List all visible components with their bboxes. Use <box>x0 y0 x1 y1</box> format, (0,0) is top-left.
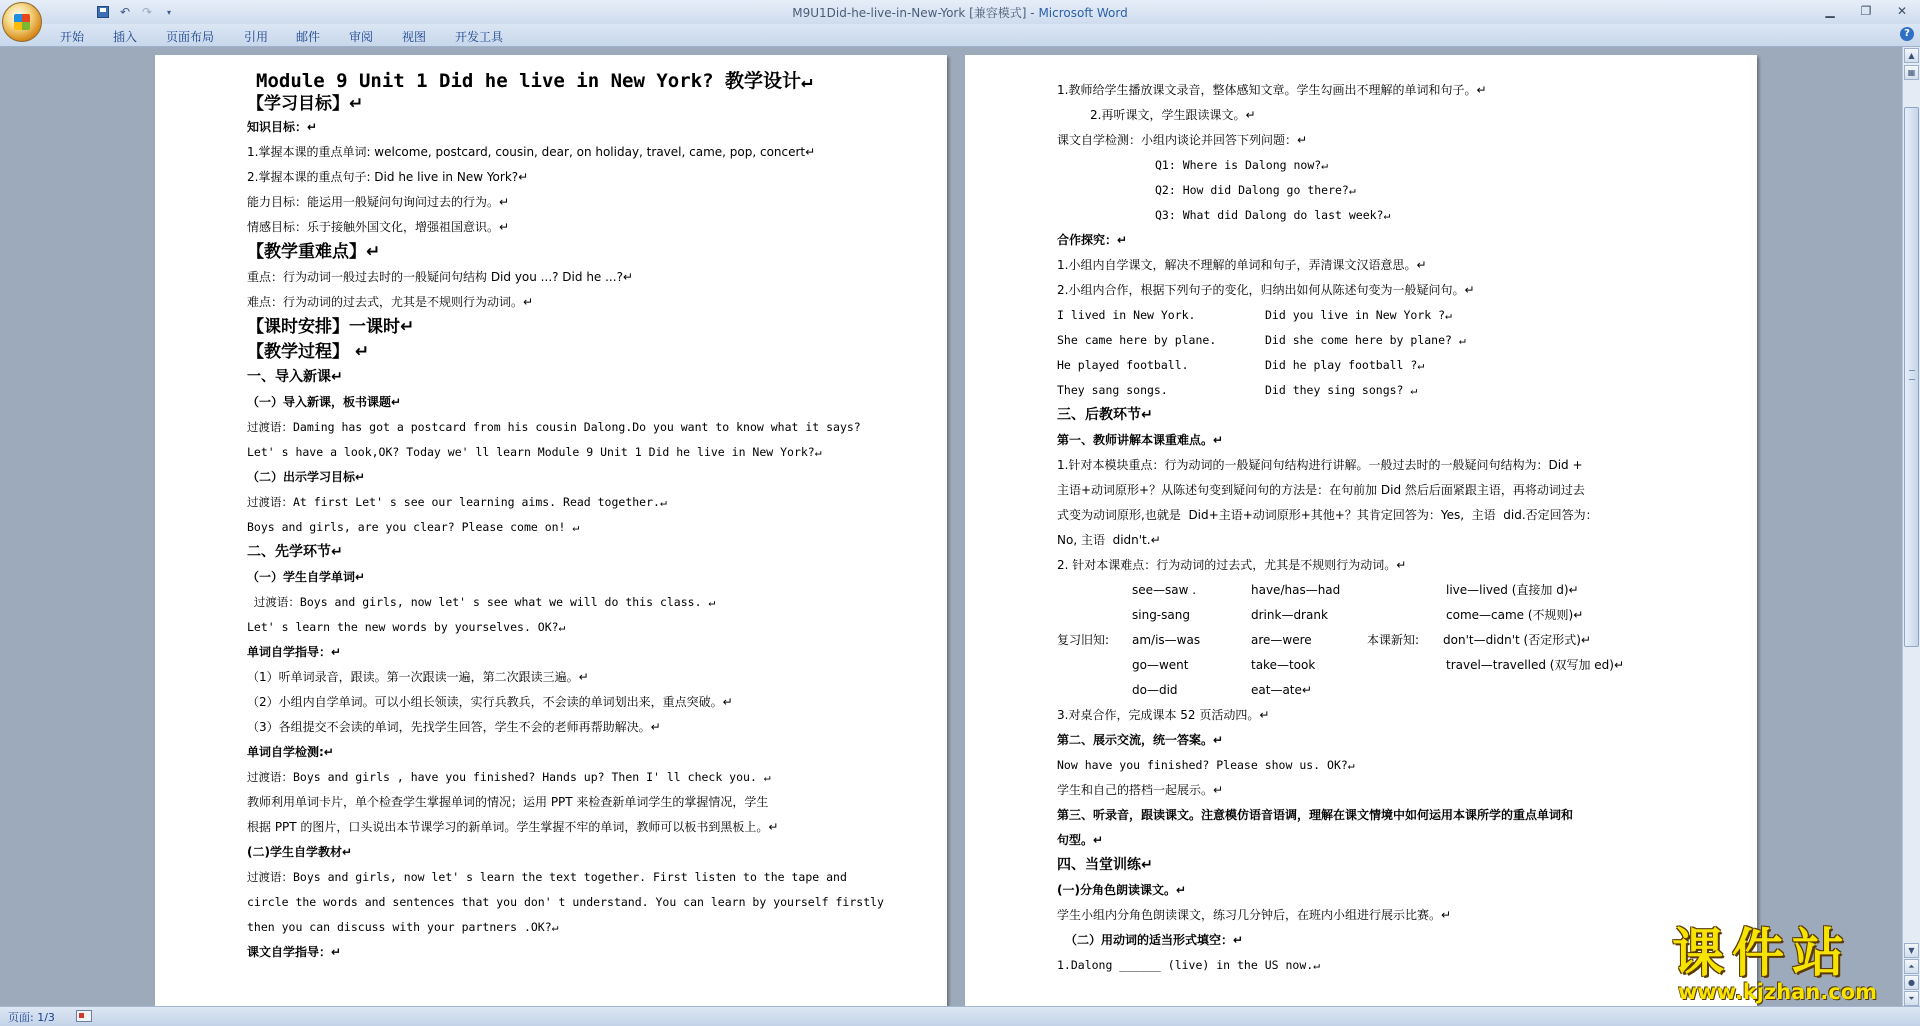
verb-pair: eat—ate↵ <box>1251 683 1312 697</box>
subheading: 句型。↵ <box>1057 833 1104 847</box>
label: 本课新知: <box>1367 633 1420 647</box>
document-title: M9U1Did-he-live-in-New-York [兼容模式] - <box>792 6 1039 20</box>
paragraph: 情感目标：乐于接触外国文化，增强祖国意识。↵ <box>247 220 510 234</box>
subheading: 知识目标：↵ <box>247 120 318 134</box>
paragraph: 教师利用单词卡片，单个检查学生掌握单词的情况；运用 PPT 来检查新单词学生的掌握情况，学生 <box>247 795 769 809</box>
paragraph: Let' s learn the new words by yourselves. OK?↵ <box>247 620 566 634</box>
paragraph: 2. 针对本课难点：行为动词的过去式，尤其是不规则行为动词。↵ <box>1057 558 1407 572</box>
subheading: 三、后教环节↵ <box>1057 407 1153 423</box>
paragraph: 过渡语：At first Let' s see our learning aims. Read together.↵ <box>247 495 667 509</box>
proofing-icon[interactable] <box>76 1010 92 1022</box>
paragraph: 重点：行为动词一般过去时的一般疑问句结构 Did you ...? Did he ...?↵ <box>247 270 633 284</box>
example-statement: He played football. <box>1057 358 1189 372</box>
paragraph: 学生和自己的搭档一起展示。↵ <box>1057 783 1224 797</box>
paragraph: 2.再听课文，学生跟读课文。↵ <box>1090 108 1256 122</box>
tab-review[interactable]: 审阅 <box>349 30 374 44</box>
subheading: 单词自学检测:↵ <box>247 745 334 759</box>
verb-pair: go—went <box>1132 658 1189 672</box>
example-question: Did he play football ?↵ <box>1265 358 1425 372</box>
paragraph: Let' s have a look,OK? Today we' ll learn Module 9 Unit 1 Did he live in New York?↵ <box>247 445 822 459</box>
paragraph: Now have you finished? Please show us. OK?↵ <box>1057 758 1355 772</box>
scroll-up-icon[interactable]: ▲ <box>1904 48 1919 63</box>
tab-view[interactable]: 视图 <box>402 30 427 44</box>
subheading: （一）导入新课，板书课题↵ <box>247 395 402 409</box>
document-heading: Module 9 Unit 1 Did he live in New York? 教学设计↵ <box>256 70 813 92</box>
verb-pair: see—saw . <box>1132 583 1197 597</box>
verb-pair: am/is—was <box>1132 633 1201 647</box>
verb-pair: come—came (不规则)↵ <box>1446 608 1584 622</box>
paragraph: （2）小组内自学单词。可以小组长领读，实行兵教兵，不会读的单词划出来，重点突破。↵ <box>247 695 733 709</box>
document-page-2[interactable] <box>965 55 1757 1007</box>
paragraph: 3.对桌合作，完成课本 52 页活动四。↵ <box>1057 708 1270 722</box>
paragraph: 1.小组内自学课文，解决不理解的单词和句子，弄清课文汉语意思。↵ <box>1057 258 1427 272</box>
verb-pair: take—took <box>1251 658 1316 672</box>
document-area <box>0 47 1903 1007</box>
paragraph: 主语+动词原形+？从陈述句变到疑问句的方法是：在句前加 Did 然后后面紧跟主语，再将动词过去 <box>1057 483 1585 497</box>
example-statement: They sang songs. <box>1057 383 1168 397</box>
paragraph: 能力目标：能运用一般疑问句询问过去的行为。↵ <box>247 195 510 209</box>
minimize-icon[interactable]: ▁ <box>1825 4 1835 18</box>
tab-page-layout[interactable]: 页面布局 <box>166 30 215 44</box>
exercise-item: 1.Dalong ______ (live) in the US now.↵ <box>1057 958 1321 972</box>
paragraph: 学生小组内分角色朗读课文，练习几分钟后，在班内小组进行展示比赛。↵ <box>1057 908 1452 922</box>
paragraph: 1.教师给学生播放课文录音，整体感知文章。学生勾画出不理解的单词和句子。↵ <box>1057 83 1487 97</box>
paragraph: then you can discuss with your partners .OK?↵ <box>247 920 559 934</box>
status-bar <box>0 1006 1920 1026</box>
verb-pair: don't—didn't (否定形式)↵ <box>1443 633 1591 647</box>
paragraph: 课文自学检测：小组内谈论并回答下列问题：↵ <box>1057 133 1308 147</box>
verb-pair: live—lived (直接加 d)↵ <box>1446 583 1579 597</box>
subheading: （二）出示学习目标↵ <box>247 470 366 484</box>
subheading: 第三、听录音，跟读课文。注意模仿语音语调，理解在课文情境中如何运用本课所学的重点单词和 <box>1057 808 1574 822</box>
subheading: 第二、展示交流，统一答案。↵ <box>1057 733 1224 747</box>
tab-references[interactable]: 引用 <box>244 30 269 44</box>
question-item: Q1: Where is Dalong now?↵ <box>1155 158 1329 172</box>
paragraph: 1.针对本模块重点：行为动词的一般疑问句结构进行讲解。一般过去时的一般疑问句结构为：Did + <box>1057 458 1583 472</box>
paragraph: （1）听单词录音，跟读。第一次跟读一遍，第二次跟读三遍。↵ <box>247 670 589 684</box>
example-question: Did they sing songs? ↵ <box>1265 383 1418 397</box>
verb-pair: travel—travelled (双写加 ed)↵ <box>1446 658 1625 672</box>
tab-developer[interactable]: 开发工具 <box>455 30 504 44</box>
subheading: （一）学生自学单词↵ <box>247 570 366 584</box>
redo-icon[interactable]: ↷ <box>141 5 153 19</box>
subheading: 四、当堂训练↵ <box>1057 857 1153 873</box>
question-item: Q2: How did Dalong go there?↵ <box>1155 183 1356 197</box>
subheading: 一、导入新课↵ <box>247 369 343 385</box>
paragraph: 1.掌握本课的重点单词: welcome, postcard, cousin, dear, on holiday, travel, came, pop, concert↵ <box>247 145 816 159</box>
next-page-icon[interactable]: ⏷ <box>1904 991 1919 1006</box>
restore-icon[interactable]: ❐ <box>1860 4 1872 18</box>
paragraph: 2.小组内合作，根据下列句子的变化，归纳出如何从陈述句变为一般疑问句。↵ <box>1057 283 1475 297</box>
tab-home[interactable]: 开始 <box>60 30 85 44</box>
watermark-title: 课件站 <box>1672 924 1853 984</box>
paragraph: 过渡语：Daming has got a postcard from his cousin Dalong.Do you want to know what it says? <box>247 420 861 434</box>
verb-pair: are—were <box>1251 633 1312 647</box>
ribbon-tabs <box>0 24 1920 47</box>
example-question: Did she come here by plane? ↵ <box>1265 333 1466 347</box>
subheading: （二）用动词的适当形式填空：↵ <box>1065 933 1244 947</box>
label: 复习旧知: <box>1057 633 1110 647</box>
paragraph: 过渡语：Boys and girls , have you finished? Hands up? Then I' ll check you. ↵ <box>247 770 771 784</box>
subheading: 课文自学指导：↵ <box>247 945 342 959</box>
site-watermark <box>1672 926 1907 1006</box>
example-statement: I lived in New York. <box>1057 308 1196 322</box>
paragraph: No, 主语 didn't.↵ <box>1057 533 1161 547</box>
verb-pair: do—did <box>1132 683 1178 697</box>
qat-dropdown-icon[interactable]: ▾ <box>166 7 171 17</box>
ruler-toggle-icon[interactable]: ▦ <box>1904 65 1919 80</box>
subheading: (一)分角色朗读课文。↵ <box>1057 883 1187 897</box>
watermark-url: www.kjzhan.com <box>1678 980 1878 1004</box>
scrollbar-thumb[interactable] <box>1904 107 1919 647</box>
window-controls <box>1812 0 1920 22</box>
close-icon[interactable]: ✕ <box>1896 4 1908 18</box>
vertical-scrollbar[interactable] <box>1902 47 1920 1007</box>
paragraph: 难点：行为动词的过去式，尤其是不规则行为动词。↵ <box>247 295 534 309</box>
paragraph: circle the words and sentences that you don' t understand. You can learn by yourself firstly <box>247 895 884 909</box>
subheading: 二、先学环节↵ <box>247 544 343 560</box>
previous-page-icon[interactable]: ⏶ <box>1904 959 1919 974</box>
question-item: Q3: What did Dalong do last week?↵ <box>1155 208 1391 222</box>
verb-pair: have/has—had <box>1251 583 1341 597</box>
section-heading: 【教学重难点】↵ <box>247 242 381 262</box>
paragraph: Boys and girls, are you clear? Please come on! ↵ <box>247 520 580 534</box>
document-page-1[interactable] <box>155 55 947 1007</box>
verb-pair: drink—drank <box>1251 608 1328 622</box>
example-statement: She came here by plane. <box>1057 333 1217 347</box>
office-button-icon[interactable] <box>2 2 42 42</box>
app-name: Microsoft Word <box>1038 6 1128 20</box>
help-icon[interactable]: ? <box>1900 27 1914 41</box>
scroll-down-icon[interactable]: ▼ <box>1904 943 1919 958</box>
tab-mailings[interactable]: 邮件 <box>296 30 321 44</box>
undo-icon[interactable]: ↶ <box>119 5 131 19</box>
paragraph: （3）各组提交不会读的单词，先找学生回答，学生不会的老师再帮助解决。↵ <box>247 720 661 734</box>
section-heading: 【学习目标】↵ <box>247 94 364 114</box>
paragraph: 式变为动词原形,也就是 Did+主语+动词原形+其他+？其肯定回答为：Yes, 主语 did.否定回答为： <box>1057 508 1598 522</box>
verb-pair: sing-sang <box>1132 608 1190 622</box>
window-title <box>0 4 1920 21</box>
subheading: 第一、教师讲解本课重难点。↵ <box>1057 433 1224 447</box>
title-bar <box>0 0 1920 25</box>
paragraph: 2.掌握本课的重点句子: Did he live in New York?↵ <box>247 170 529 184</box>
subheading: 合作探究：↵ <box>1057 233 1128 247</box>
select-browse-object-icon[interactable]: ● <box>1904 975 1919 990</box>
section-heading: 【课时安排】一课时↵ <box>247 317 415 337</box>
paragraph: 过渡语：Boys and girls, now let' s see what we will do this class. ↵ <box>247 595 716 609</box>
subheading: (二)学生自学教材↵ <box>247 845 353 859</box>
paragraph: 过渡语：Boys and girls, now let' s learn the text together. First listen to the tape and <box>247 870 847 884</box>
paragraph: 根据 PPT 的图片，口头说出本节课学习的新单词。学生掌握不牢的单词，教师可以板书到黑板上。↵ <box>247 820 779 834</box>
subheading: 单词自学指导：↵ <box>247 645 342 659</box>
example-question: Did you live in New York ?↵ <box>1265 308 1452 322</box>
section-heading: 【教学过程】 ↵ <box>247 342 370 362</box>
tab-insert[interactable]: 插入 <box>113 30 138 44</box>
page-indicator[interactable]: 页面: 1/3 <box>8 1011 55 1024</box>
